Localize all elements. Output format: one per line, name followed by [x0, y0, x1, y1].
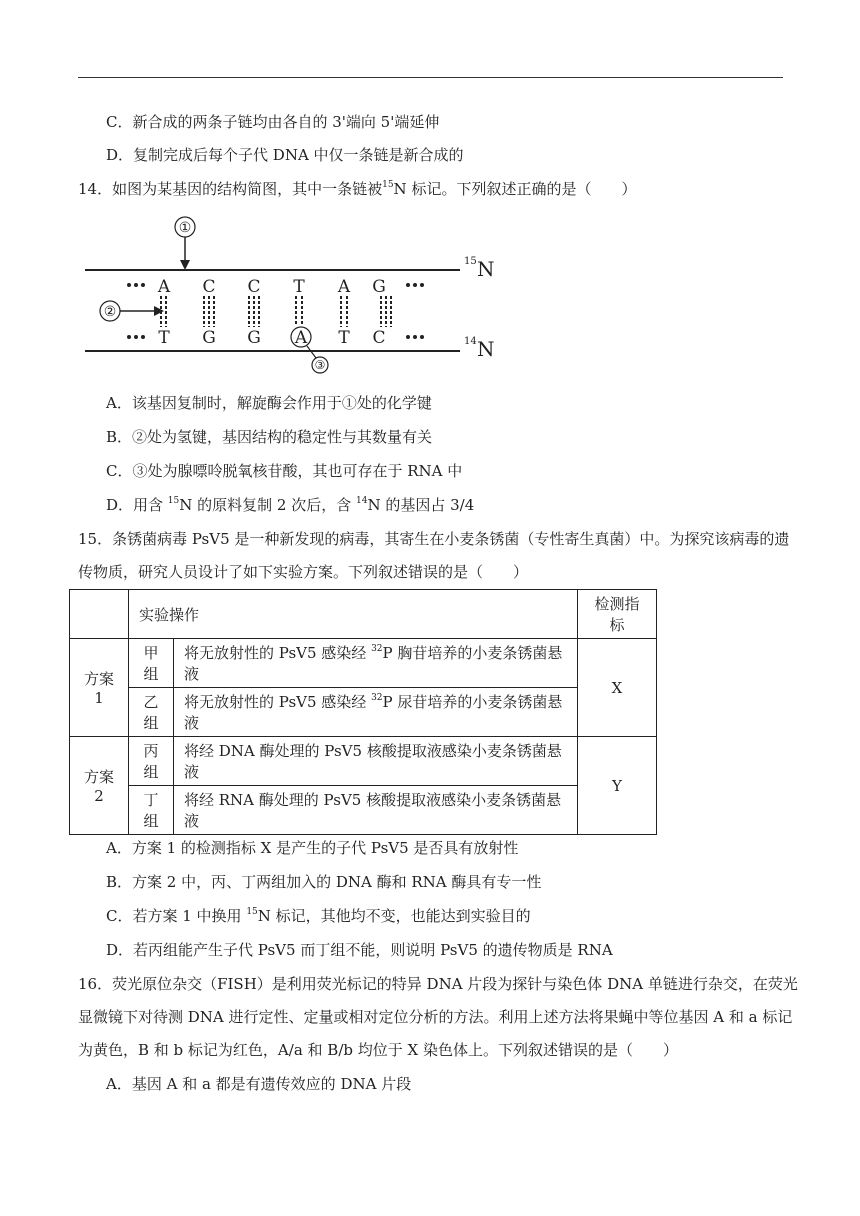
q14-option-c: C．③处为腺嘌呤脱氧核苷酸，其也可存在于 RNA 中 [106, 462, 463, 480]
q16-stem-line-3: 为黄色，B 和 b 标记为红色，A/a 和 B/b 均位于 X 染色体上。下列叙述错误的是（ ） [78, 1041, 678, 1059]
table-row [70, 786, 657, 835]
q15-option-c: C．若方案 1 中换用 $^{15}$N 标记，其他均不变，也能达到实验目的 [106, 907, 531, 925]
top-right-ellipsis [406, 283, 424, 287]
top-base-4: T [293, 277, 305, 297]
q16-stem-line-2: 显微镜下对待测 DNA 进行定性、定量或相对定位分析的方法。利用上述方法将果蝇中等位基因 A 和 a 标记 [78, 1008, 793, 1026]
indicator-y: Y [578, 737, 657, 835]
q14-option-a: A．该基因复制时，解旋酶会作用于①处的化学键 [106, 394, 432, 412]
marker-2-arrow [154, 306, 164, 316]
q15-option-a: A．方案 1 的检测指标 X 是产生的子代 PsV5 是否具有放射性 [106, 839, 519, 857]
experiment-table [69, 589, 657, 835]
group-ding-label: 丁组 [129, 786, 174, 835]
marker-1-label: ① [178, 220, 192, 236]
dna-structure-diagram [80, 210, 520, 375]
top-strand-label: N [477, 257, 495, 281]
q14-option-d: D．用含 $^{15}$N 的原料复制 2 次后，含 $^{14}$N 的基因占 3/4 [106, 496, 475, 514]
bottom-base-2: G [202, 328, 216, 348]
header-rule [78, 77, 783, 78]
top-base-5: A [337, 277, 351, 297]
top-base-1: A [157, 277, 171, 297]
q14-stem: 14．如图为某基因的结构简图，其中一条链被$^{15}$N 标记。下列叙述正确的是（ ） [78, 180, 637, 198]
bottom-base-1: T [158, 328, 170, 348]
table-row [70, 639, 657, 688]
q13-option-c: C．新合成的两条子链均由各自的 3'端向 5'端延伸 [106, 113, 440, 131]
top-base-6: G [372, 277, 386, 297]
indicator-x: X [578, 639, 657, 737]
table-row [70, 688, 657, 737]
q15-option-b: B．方案 2 中，丙、丁两组加入的 DNA 酶和 RNA 酶具有专一性 [106, 873, 542, 891]
group-bing-label: 丙组 [129, 737, 174, 786]
table-header-indicator: 检测指标 [578, 590, 657, 639]
top-base-2: C [202, 277, 216, 297]
hydrogen-bonds-2 [204, 296, 214, 327]
bottom-base-3: G [247, 328, 261, 348]
plan-2-label: 方案 2 [70, 737, 129, 835]
bottom-strand-label: N [477, 337, 495, 361]
plan-1-label: 方案 1 [70, 639, 129, 737]
q14-option-b: B．②处为氢键，基因结构的稳定性与其数量有关 [106, 428, 433, 446]
bottom-base-5: T [338, 328, 350, 348]
group-ding-operation: 将经 RNA 酶处理的 PsV5 核酸提取液感染小麦条锈菌悬液 [174, 786, 578, 835]
bottom-right-ellipsis [406, 335, 424, 339]
hydrogen-bonds-6 [381, 296, 391, 327]
marker-3-label: ③ [314, 358, 326, 372]
hydrogen-bonds-3 [249, 296, 259, 327]
table-header-operation: 实验操作 [129, 590, 578, 639]
table-header-empty [70, 590, 129, 639]
table-header-row [70, 590, 657, 639]
group-yi-label: 乙组 [129, 688, 174, 737]
q15-option-d: D．若丙组能产生子代 PsV5 而丁组不能，则说明 PsV5 的遗传物质是 RNA [106, 941, 613, 959]
table-row [70, 737, 657, 786]
bottom-strand-label-sup: 14 [464, 336, 477, 347]
marker-2-label: ② [103, 304, 117, 320]
group-bing-operation: 将经 DNA 酶处理的 PsV5 核酸提取液感染小麦条锈菌悬液 [174, 737, 578, 786]
q16-option-a: A．基因 A 和 a 都是有遗传效应的 DNA 片段 [106, 1075, 412, 1093]
group-jia-label: 甲组 [129, 639, 174, 688]
top-base-3: C [247, 277, 261, 297]
bottom-base-6: C [372, 328, 386, 348]
q13-option-d: D．复制完成后每个子代 DNA 中仅一条链是新合成的 [106, 146, 464, 164]
hydrogen-bonds-4 [296, 296, 302, 324]
group-yi-operation: 将无放射性的 PsV5 感染经 $^{32}$P 尿苷培养的小麦条锈菌悬液 [174, 688, 578, 737]
hydrogen-bonds-1 [161, 296, 166, 327]
top-left-ellipsis [127, 283, 145, 287]
hydrogen-bonds-5 [341, 296, 347, 327]
q15-stem-line-1: 15．条锈菌病毒 PsV5 是一种新发现的病毒，其寄生在小麦条锈菌（专性寄生真菌）中。为探究该病毒的遗 [78, 530, 790, 548]
q16-stem-line-1: 16．荧光原位杂交（FISH）是利用荧光标记的特异 DNA 片段为探针与染色体 DNA 单链进行杂交，在荧光 [78, 975, 798, 993]
bottom-base-4: A [294, 328, 308, 348]
bottom-left-ellipsis [127, 335, 145, 339]
top-strand-label-sup: 15 [464, 256, 477, 267]
marker-1-arrow [180, 260, 190, 270]
q15-stem-line-2: 传物质，研究人员设计了如下实验方案。下列叙述错误的是（ ） [78, 563, 529, 581]
group-jia-operation: 将无放射性的 PsV5 感染经 $^{32}$P 胸苷培养的小麦条锈菌悬液 [174, 639, 578, 688]
